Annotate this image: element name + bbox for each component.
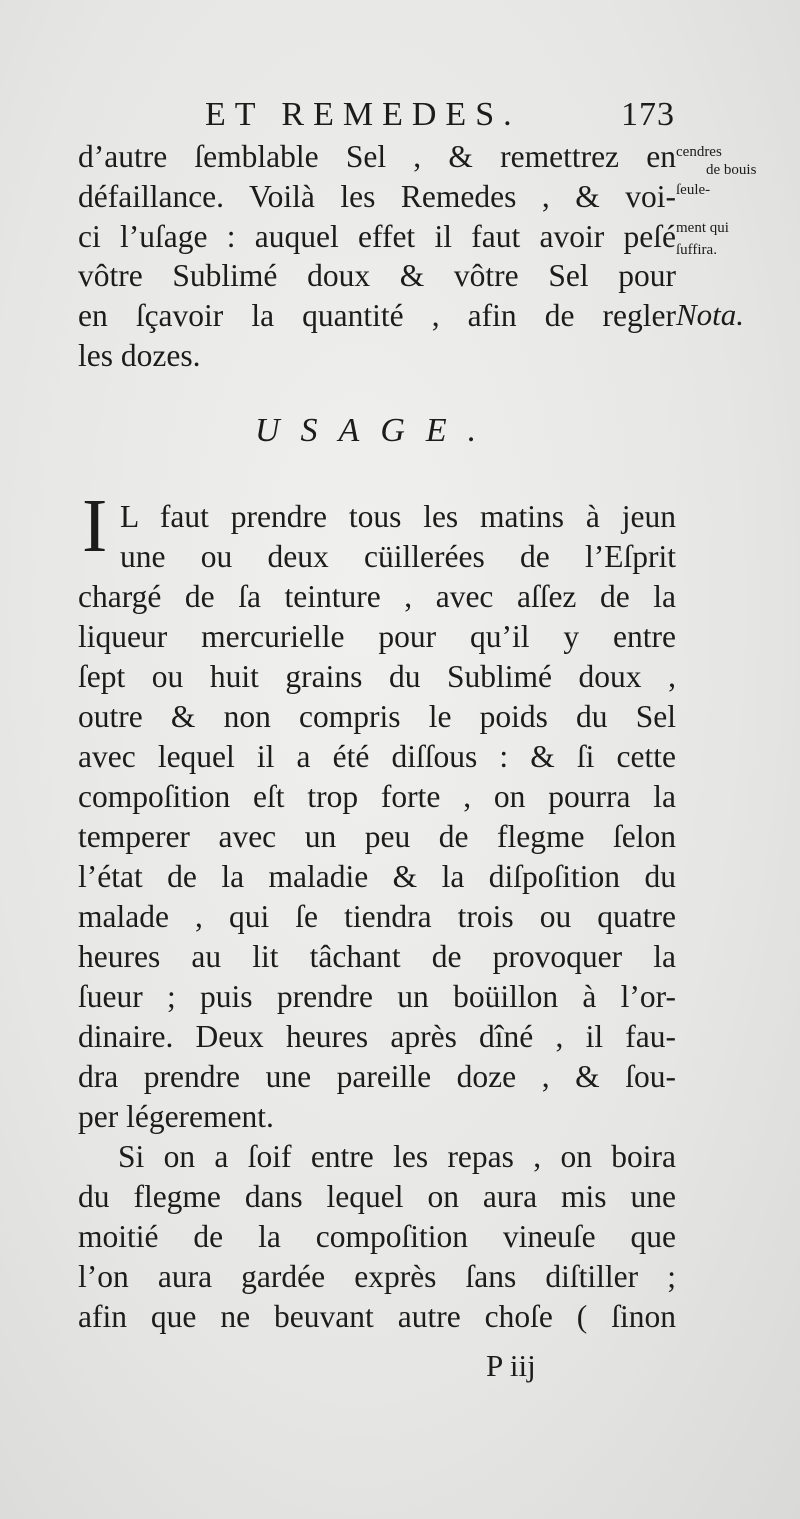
text-line: avec lequel il a été diſſous : & ſi cette — [78, 739, 676, 774]
text-line: ci l’uſage : auquel effet il faut avoir peſé — [78, 219, 676, 254]
text-line: l’état de la maladie & la diſpoſition du — [78, 859, 676, 894]
text-line: chargé de ſa teinture , avec aſſez de la — [78, 579, 676, 614]
text-line: vôtre Sublimé doux & vôtre Sel pour — [78, 258, 676, 293]
text-line: l’on aura gardée exprès ſans diſtiller ; — [78, 1259, 676, 1294]
text-line: malade , qui ſe tiendra trois ou quatre — [78, 899, 676, 934]
text-line: en ſçavoir la quantité , afin de regler — [78, 298, 676, 333]
running-title: ET REMEDES. — [205, 96, 521, 133]
text-line: d’autre ſemblable Sel , & remettrez en — [78, 139, 676, 174]
text-line: afin que ne beuvant autre choſe ( ſinon — [78, 1299, 676, 1334]
margin-note-line: ſuffira. — [676, 242, 717, 258]
drop-cap: I — [82, 484, 108, 568]
text-line: défaillance. Voilà les Remedes , & voi- — [78, 179, 676, 214]
text-line: les dozes. — [78, 338, 201, 373]
margin-note-line: de bouis — [706, 162, 757, 178]
page-number: 173 — [621, 96, 675, 133]
text-line: compoſition eſt trop forte , on pourra la — [78, 779, 676, 814]
text-line: per légerement. — [78, 1099, 274, 1134]
signature-mark: P iij — [486, 1348, 536, 1383]
text-line: heures au lit tâchant de provoquer la — [78, 939, 676, 974]
text-line: liqueur mercurielle pour qu’il y entre — [78, 619, 676, 654]
margin-nota: Nota. — [676, 297, 745, 332]
margin-note-line: ment qui — [676, 220, 729, 236]
margin-note-line: cendres — [676, 144, 722, 160]
text-line: outre & non compris le poids du Sel — [78, 699, 676, 734]
text-line: ſueur ; puis prendre un boüillon à l’or- — [78, 979, 676, 1014]
text-line: L faut prendre tous les matins à jeun — [120, 499, 676, 534]
text-line: ſept ou huit grains du Sublimé doux , — [78, 659, 676, 694]
text-line: dra prendre une pareille doze , & ſou- — [78, 1059, 676, 1094]
running-header — [205, 96, 675, 140]
text-line: du flegme dans lequel on aura mis une — [78, 1179, 676, 1214]
text-line: moitié de la compoſition vineuſe que — [78, 1219, 676, 1254]
text-line: une ou deux cüillerées de l’Eſprit — [120, 539, 676, 574]
section-heading: USAGE. — [255, 412, 498, 449]
text-line: Si on a ſoif entre les repas , on boira — [118, 1139, 676, 1174]
margin-note-line: ſeule- — [676, 182, 711, 198]
text-line: temperer avec un peu de flegme ſelon — [78, 819, 676, 854]
text-line: dinaire. Deux heures après dîné , il fau- — [78, 1019, 676, 1054]
